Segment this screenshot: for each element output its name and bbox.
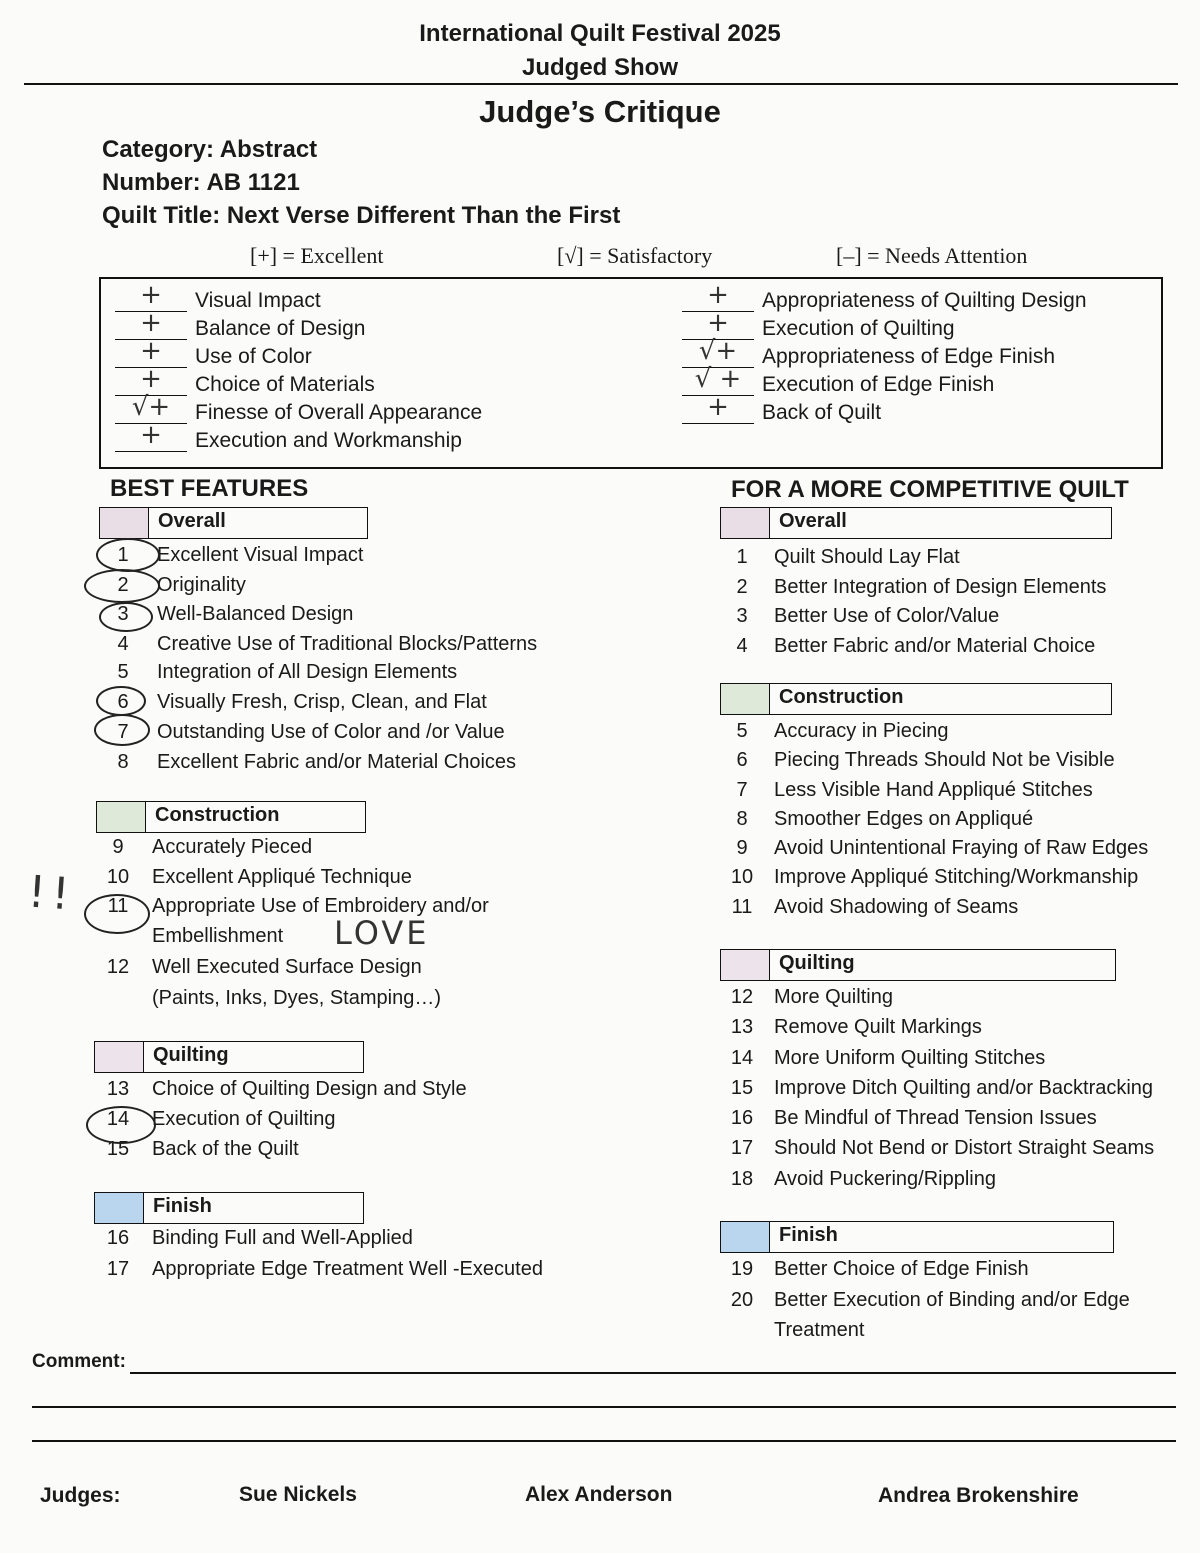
item-text: Better Integration of Design Elements (774, 575, 1107, 598)
circle-mark-2 (84, 569, 160, 603)
judges-label: Judges: (40, 1484, 121, 1507)
item-number: 1 (117, 544, 129, 566)
item-text: Treatment (774, 1319, 865, 1341)
item-number: 20 (730, 1289, 754, 1311)
circle-mark-3 (99, 602, 153, 632)
item-text: Well-Balanced Design (157, 603, 354, 625)
list-item (722, 834, 1148, 863)
comment-line-3 (32, 1440, 1176, 1442)
criterion-label: Execution and Workmanship (195, 429, 462, 452)
item-text: Originality (157, 573, 246, 596)
comment-label: Comment: (32, 1351, 126, 1372)
list-item (722, 1013, 1154, 1043)
list-item (98, 922, 489, 953)
item-text: Better Fabric and/or Material Choice (774, 634, 1096, 657)
item-number: 7 (117, 720, 129, 743)
quilting-swatch (95, 1042, 144, 1072)
best-finish-header (94, 1192, 364, 1224)
item-text: Accuracy in Piecing (774, 720, 949, 742)
best-construction-label: Construction (155, 804, 280, 826)
item-text: Visually Fresh, Crisp, Clean, and Flat (157, 690, 487, 713)
rating-mark: + (707, 280, 729, 310)
competitive-heading: FOR A MORE COMPETITIVE QUILT (731, 476, 1129, 503)
list-item (722, 893, 1148, 921)
item-number: 6 (117, 690, 129, 713)
list-item (103, 600, 537, 630)
rating-mark: + (140, 364, 162, 394)
item-text: Binding Full and Well-Applied (152, 1227, 413, 1249)
best-construction-list (98, 833, 489, 1012)
best-quilting-label: Quilting (153, 1044, 229, 1066)
item-number: 9 (112, 836, 124, 858)
item-number: 6 (736, 749, 748, 772)
rating-mark: √+ (698, 336, 738, 366)
item-text: (Paints, Inks, Dyes, Stamping…) (152, 986, 441, 1009)
item-number: 16 (730, 1107, 754, 1130)
criterion (115, 420, 482, 455)
item-number: 8 (736, 807, 748, 830)
best-overall-header (99, 507, 368, 539)
best-finish-label: Finish (153, 1195, 212, 1217)
item-text: Should Not Bend or Distort Straight Seams (774, 1137, 1155, 1160)
list-item (722, 1104, 1154, 1134)
list-item (103, 571, 537, 601)
finish-swatch (721, 1222, 770, 1252)
love-annotation: LOVE (334, 914, 430, 952)
comment-line-2 (32, 1406, 1176, 1408)
item-text: Remove Quilt Markings (774, 1016, 982, 1039)
comment-line-1 (130, 1372, 1176, 1374)
list-item (98, 984, 489, 1012)
rating-mark: √+ (131, 392, 171, 422)
item-text: Embellishment (152, 924, 284, 947)
item-text: Integration of All Design Elements (157, 660, 458, 683)
judge-name: Alex Anderson (525, 1483, 673, 1506)
item-number: 2 (117, 573, 129, 596)
item-number: 11 (731, 895, 753, 918)
item-text: Creative Use of Traditional Blocks/Patterns (157, 632, 538, 655)
item-text: More Quilting (774, 986, 893, 1008)
comp-quilting-list (722, 983, 1154, 1193)
list-item (103, 688, 537, 718)
item-text: Better Use of Color/Value (774, 605, 1000, 627)
item-text: Well Executed Surface Design (152, 955, 422, 978)
criterion-label: Execution of Quilting (762, 317, 955, 340)
list-item (722, 632, 1106, 660)
item-number: 7 (736, 778, 748, 801)
construction-swatch (721, 684, 770, 714)
best-overall-list (103, 541, 537, 776)
best-finish-list (98, 1224, 543, 1283)
item-number: 12 (106, 955, 130, 978)
overall-swatch (100, 508, 149, 538)
item-number: 12 (730, 986, 754, 1008)
comp-finish-label: Finish (779, 1224, 838, 1246)
criterion-label: Use of Color (195, 345, 312, 368)
exclamation-annotation: !! (26, 866, 78, 921)
item-number: 9 (736, 837, 748, 860)
list-item (98, 863, 489, 893)
item-text: Improve Ditch Quilting and/or Backtracking (774, 1076, 1154, 1099)
item-number: 3 (736, 605, 748, 627)
list-item (103, 630, 537, 658)
item-text: Avoid Shadowing of Seams (774, 895, 1019, 918)
list-item (722, 776, 1148, 805)
criteria-box (99, 277, 1163, 469)
list-item (722, 1074, 1154, 1104)
item-number: 5 (117, 660, 129, 683)
item-text: Be Mindful of Thread Tension Issues (774, 1107, 1097, 1130)
item-text: Avoid Puckering/Rippling (774, 1167, 996, 1190)
item-text: Appropriate Edge Treatment Well -Executed (152, 1258, 543, 1280)
item-number: 19 (730, 1258, 754, 1280)
list-item (103, 718, 537, 748)
item-text: More Uniform Quilting Stitches (774, 1046, 1046, 1069)
list-item (722, 602, 1106, 632)
item-number: 5 (736, 720, 748, 742)
item-number: 15 (106, 1138, 130, 1160)
show-subtitle: Judged Show (522, 54, 678, 81)
item-number: 15 (730, 1076, 754, 1099)
item-text: Better Choice of Edge Finish (774, 1258, 1029, 1280)
finish-swatch (95, 1193, 144, 1223)
best-construction-header (96, 801, 366, 833)
circle-mark-14 (86, 1106, 156, 1144)
item-text: Execution of Quilting (152, 1108, 336, 1130)
circle-mark-11 (84, 894, 150, 934)
item-text: Improve Appliqué Stitching/Workmanship (774, 866, 1139, 889)
list-item (98, 833, 489, 863)
criterion-label: Visual Impact (195, 289, 321, 312)
item-number: 11 (107, 895, 129, 917)
item-number: 13 (730, 1016, 754, 1039)
list-item (722, 983, 1154, 1013)
rating-blank (115, 420, 187, 452)
best-features-heading: BEST FEATURES (110, 475, 309, 502)
circle-mark-7 (94, 714, 150, 746)
item-number: 4 (117, 632, 129, 655)
criterion-label: Appropriateness of Quilting Design (762, 289, 1087, 312)
list-item (98, 1075, 467, 1105)
comp-construction-header (720, 683, 1112, 715)
item-number: 2 (736, 575, 748, 598)
item-number: 1 (736, 546, 748, 568)
quilting-swatch (721, 950, 770, 980)
overall-swatch (721, 508, 770, 538)
list-item (103, 541, 537, 571)
list-item (722, 543, 1106, 573)
category: Category: Abstract (102, 136, 318, 163)
comp-finish-header (720, 1221, 1114, 1253)
item-text: Better Execution of Binding and/or Edge (774, 1289, 1130, 1311)
rating-mark: √ + (694, 364, 742, 394)
criterion-label: Back of Quilt (762, 401, 882, 424)
criterion-label: Execution of Edge Finish (762, 373, 995, 396)
list-item (103, 748, 537, 776)
quilt-title: Quilt Title: Next Verse Different Than the First (102, 202, 621, 229)
list-item (722, 1316, 1130, 1344)
rating-mark: + (140, 308, 162, 338)
item-number: 13 (106, 1078, 130, 1100)
best-overall-label: Overall (158, 510, 226, 532)
comp-overall-header (720, 507, 1112, 539)
list-item (98, 953, 489, 984)
list-item (722, 1134, 1154, 1164)
item-text: Back of the Quilt (152, 1138, 299, 1160)
item-text: Less Visible Hand Appliqué Stitches (774, 778, 1093, 801)
list-item (98, 1224, 543, 1255)
item-number: 14 (730, 1046, 754, 1069)
item-number: 18 (730, 1167, 754, 1190)
item-text: Avoid Unintentional Fraying of Raw Edges (774, 837, 1149, 860)
comp-quilting-header (720, 949, 1116, 981)
entry-number: Number: AB 1121 (102, 169, 300, 196)
comp-quilting-label: Quilting (779, 952, 855, 974)
circle-mark-6 (96, 686, 146, 716)
criterion-label: Finesse of Overall Appearance (195, 401, 483, 424)
item-text: Piecing Threads Should Not be Visible (774, 749, 1115, 772)
criterion-label: Balance of Design (195, 317, 366, 340)
comp-construction-label: Construction (779, 686, 904, 708)
list-item (722, 863, 1148, 892)
comp-overall-list (722, 543, 1106, 660)
comp-overall-label: Overall (779, 510, 847, 532)
judge-name: Sue Nickels (239, 1483, 357, 1506)
legend-excellent: [+] = Excellent (250, 243, 384, 268)
list-item (98, 892, 489, 922)
list-item (98, 1255, 543, 1283)
criteria-right (682, 280, 1087, 427)
item-text: Excellent Appliqué Technique (152, 865, 412, 888)
list-item (722, 805, 1148, 834)
criterion-label: Choice of Materials (195, 373, 375, 396)
item-text: Choice of Quilting Design and Style (152, 1078, 467, 1100)
list-item (103, 658, 537, 688)
item-text: Outstanding Use of Color and /or Value (157, 720, 505, 743)
item-text: Smoother Edges on Appliqué (774, 807, 1034, 830)
list-item (722, 1044, 1154, 1074)
item-number: 17 (106, 1258, 130, 1280)
rating-mark: + (140, 336, 162, 366)
form-title: Judge’s Critique (479, 94, 721, 129)
item-number: 10 (106, 865, 130, 888)
rating-mark: + (140, 280, 162, 310)
item-number: 17 (730, 1137, 754, 1160)
criteria-left (115, 280, 483, 455)
item-text: Excellent Visual Impact (157, 544, 364, 566)
criterion (682, 392, 1087, 427)
item-number: 14 (106, 1108, 130, 1130)
list-item (722, 573, 1106, 603)
legend-satisfactory: [√] = Satisfactory (557, 243, 713, 268)
rating-mark: + (140, 420, 162, 450)
list-item (722, 1165, 1154, 1193)
list-item (722, 746, 1148, 775)
item-number: 10 (730, 866, 754, 889)
list-item (722, 717, 1148, 746)
comp-construction-list (722, 717, 1148, 921)
comp-finish-list (722, 1255, 1130, 1344)
judge-name: Andrea Brokenshire (878, 1484, 1079, 1507)
list-item (722, 1286, 1130, 1316)
rating-mark: + (707, 392, 729, 422)
item-text: Excellent Fabric and/or Material Choices (157, 750, 517, 773)
item-number: 4 (736, 634, 748, 657)
list-item (722, 1255, 1130, 1286)
criterion-label: Appropriateness of Edge Finish (762, 345, 1056, 368)
rating-blank (682, 392, 754, 424)
item-number: 3 (117, 603, 129, 625)
best-quilting-header (94, 1041, 364, 1073)
rating-mark: + (707, 308, 729, 338)
item-text: Appropriate Use of Embroidery and/or (152, 895, 489, 917)
event-title: International Quilt Festival 2025 (419, 20, 781, 47)
item-number: 8 (117, 750, 129, 773)
construction-swatch (97, 802, 146, 832)
item-text: Quilt Should Lay Flat (774, 546, 960, 568)
list-item (98, 1135, 467, 1163)
header-divider (24, 83, 1178, 85)
legend-needs-attention: [–] = Needs Attention (836, 243, 1028, 268)
item-text: Accurately Pieced (152, 836, 313, 858)
circle-mark-1 (96, 538, 160, 572)
item-number: 16 (106, 1227, 130, 1249)
